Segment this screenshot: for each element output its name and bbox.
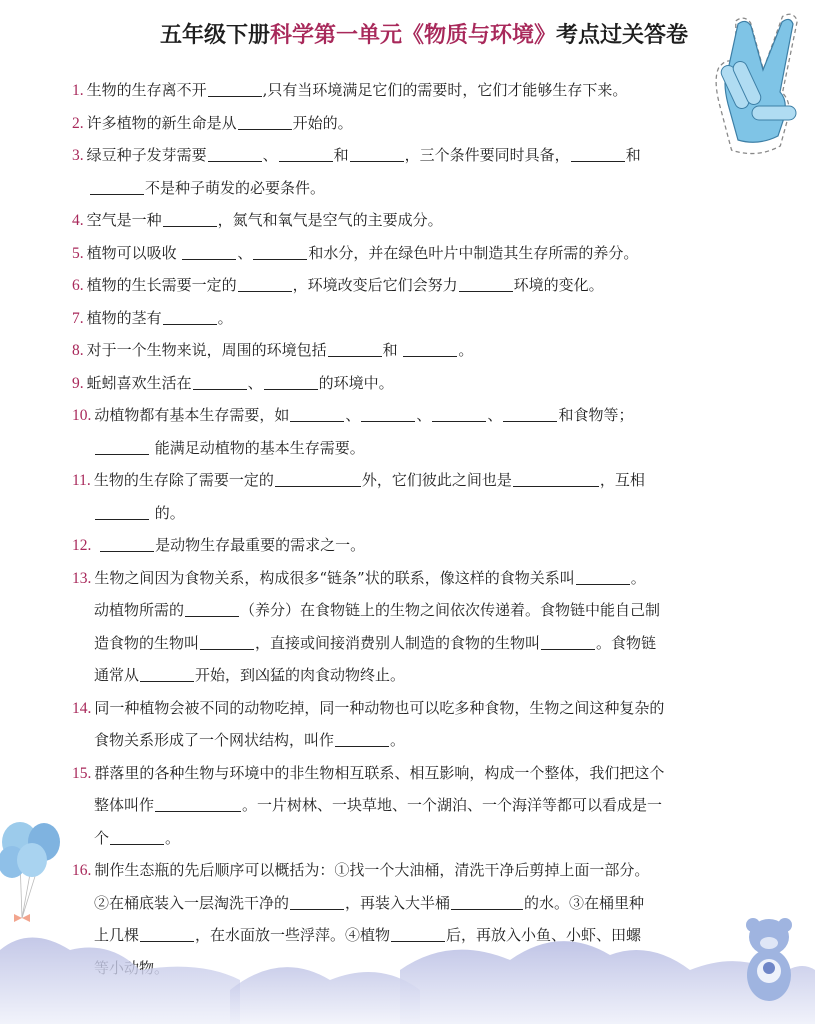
answer-blank[interactable] [451, 893, 523, 910]
answer-blank[interactable] [95, 503, 149, 520]
question-text: ,只有当环境满足它们的需要时，它们才能够生存下来。 [262, 81, 628, 99]
question-number: 1. [72, 82, 84, 99]
worksheet-title [160, 18, 720, 49]
peace-hand-icon [708, 8, 808, 156]
question-text: 整体叫作 [94, 796, 155, 814]
question-text: ，在水面放一些浮萍。④植物 [195, 926, 391, 944]
question-text: 动植物都有基本生存需要，如 [94, 406, 290, 424]
answer-blank[interactable] [576, 568, 630, 585]
question-number: 3. [72, 147, 84, 164]
question-text: 能满足动植物的基本生存需要。 [150, 438, 365, 457]
question-line [72, 269, 712, 302]
answer-blank[interactable] [193, 373, 247, 390]
answer-blank[interactable] [208, 80, 262, 97]
clouds-decoration [0, 930, 815, 1024]
answer-blank[interactable] [290, 893, 344, 910]
answer-blank[interactable] [571, 145, 625, 162]
answer-blank[interactable] [238, 113, 292, 130]
question-line [72, 237, 712, 270]
question-text: 群落里的各种生物与环境中的非生物相互联系、相互影响，构成一个整体，我们把这个 [94, 763, 665, 782]
question-text: 绿豆种子发芽需要 [86, 146, 207, 164]
question-line [72, 432, 712, 465]
question-text: 的水。③在桶里种 [524, 893, 645, 912]
answer-blank[interactable] [238, 275, 292, 292]
question-1 [72, 74, 712, 107]
question-number: 5. [72, 244, 84, 262]
question-line [72, 107, 712, 140]
question-line [72, 172, 712, 205]
question-line [72, 659, 712, 692]
question-text: 、 [345, 406, 361, 424]
answer-blank[interactable] [279, 145, 333, 162]
question-text: 植物可以吸收 [86, 243, 182, 262]
title-suffix: 考点过关答卷 [556, 22, 689, 48]
question-number: 6. [72, 277, 84, 294]
answer-blank[interactable] [459, 275, 513, 292]
answer-blank[interactable] [361, 405, 415, 422]
question-text: 。一片树林、一块草地、一个湖泊、一个海洋等都可以看成是一 [242, 796, 663, 814]
question-9 [72, 367, 712, 400]
question-text: ，直接或间接消费别人制造的食物的生物叫 [255, 633, 541, 652]
question-text: 植物的茎有 [86, 308, 162, 327]
question-number: 8. [72, 342, 84, 359]
question-line [72, 854, 712, 887]
answer-blank[interactable] [182, 243, 236, 260]
question-text: 。 [217, 308, 233, 327]
answer-blank[interactable] [163, 210, 217, 227]
question-line [72, 789, 712, 822]
question-text: 。 [165, 828, 181, 847]
question-text: 制作生态瓶的先后顺序可以概括为：①找一个大油桶，清洗干净后剪掉上面一部分。 [94, 861, 650, 879]
answer-blank[interactable] [90, 178, 144, 195]
question-text: 和水分，并在绿色叶片中制造其生存所需的养分。 [308, 243, 639, 262]
question-text: 植物的生长需要一定的 [86, 276, 237, 294]
question-line [72, 74, 712, 107]
answer-blank[interactable] [503, 405, 557, 422]
question-number: 14. [72, 699, 92, 717]
question-text: 、 [237, 243, 253, 262]
question-text: 生物的生存离不开 [86, 81, 207, 99]
question-list [72, 74, 712, 984]
question-text: 开始的。 [292, 113, 353, 132]
question-line [72, 757, 712, 790]
answer-blank[interactable] [208, 145, 262, 162]
answer-blank[interactable] [95, 438, 149, 455]
answer-blank[interactable] [328, 340, 382, 357]
question-line [72, 594, 712, 627]
question-14 [72, 692, 712, 757]
question-text: 和 [333, 146, 349, 164]
care-bear-icon [735, 905, 805, 1005]
question-text: 造食物的生物叫 [94, 633, 200, 652]
question-5 [72, 237, 712, 270]
answer-blank[interactable] [290, 405, 344, 422]
question-text: ，环境改变后它们会努力 [292, 276, 458, 294]
question-text: 开始，到凶猛的肉食动物终止。 [195, 666, 406, 684]
question-line [72, 887, 712, 920]
question-text: 后，再放入小鱼、小虾、田螺 [446, 926, 642, 944]
question-text: 是动物生存最重要的需求之一。 [155, 536, 366, 554]
question-text: 不是种子萌发的必要条件。 [145, 178, 326, 197]
answer-blank[interactable] [513, 470, 599, 487]
question-line [72, 562, 712, 595]
answer-blank[interactable] [275, 470, 361, 487]
question-line [72, 334, 712, 367]
answer-blank[interactable] [432, 405, 486, 422]
question-number: 11. [72, 472, 91, 489]
question-number: 13. [72, 569, 92, 587]
answer-blank[interactable] [335, 730, 389, 747]
answer-blank[interactable] [100, 535, 154, 552]
question-text [94, 536, 99, 554]
question-line [72, 724, 712, 757]
question-text: 同一种植物会被不同的动物吃掉，同一种动物也可以吃多种食物，生物之间这种复杂的 [94, 698, 665, 717]
question-12 [72, 529, 712, 562]
question-line [72, 497, 712, 530]
question-line [72, 464, 712, 497]
question-line [72, 627, 712, 660]
question-text: ，再装入大半桶 [345, 893, 451, 912]
question-line [72, 692, 712, 725]
question-number: 4. [72, 212, 84, 229]
answer-blank[interactable] [403, 340, 457, 357]
question-text: 的环境中。 [318, 373, 394, 392]
question-text: 。 [630, 568, 646, 587]
question-line [72, 529, 712, 562]
question-text: 。食物链 [596, 633, 657, 652]
question-text: （养分）在食物链上的生物之间依次传递着。食物链中能自己制 [240, 601, 661, 619]
question-number: 10. [72, 407, 92, 424]
answer-blank[interactable] [163, 308, 217, 325]
question-text: 和食物等； [558, 406, 634, 424]
answer-blank[interactable] [155, 795, 241, 812]
answer-blank[interactable] [185, 600, 239, 617]
question-text: 蚯蚓喜欢生活在 [86, 373, 192, 392]
question-text: ，氮气和氧气是空气的主要成分。 [217, 211, 443, 229]
answer-blank[interactable] [350, 145, 404, 162]
question-13 [72, 562, 712, 692]
question-text: 、 [262, 146, 278, 164]
question-8 [72, 334, 712, 367]
question-line [72, 822, 712, 855]
question-number: 2. [72, 114, 84, 132]
question-text: 上几棵 [94, 926, 140, 944]
question-text: 对于一个生物来说，周围的环境包括 [86, 341, 327, 359]
question-text: 生物的生存除了需要一定的 [93, 471, 274, 489]
answer-blank[interactable] [110, 828, 164, 845]
question-text: 的。 [150, 503, 185, 522]
question-text: 食物关系形成了一个网状结构，叫作 [94, 731, 335, 749]
question-line [72, 367, 712, 400]
question-15 [72, 757, 712, 855]
title-subject: 科学第一单元《物质与环境》 [270, 22, 557, 48]
question-text: 和 [625, 146, 641, 164]
question-7 [72, 302, 712, 335]
answer-blank[interactable] [140, 665, 194, 682]
question-text: 通常从 [94, 666, 140, 684]
question-line [72, 139, 712, 172]
question-number: 12. [72, 537, 92, 554]
question-number: 7. [72, 309, 84, 327]
question-text: 空气是一种 [86, 211, 162, 229]
question-number: 16. [72, 862, 92, 879]
question-text: ，互相 [599, 471, 645, 489]
question-number: 9. [72, 374, 84, 392]
answer-blank[interactable] [541, 633, 595, 650]
question-10 [72, 399, 712, 464]
question-text: 动植物所需的 [94, 601, 185, 619]
answer-blank[interactable] [200, 633, 254, 650]
question-text: 、 [416, 406, 432, 424]
question-text: 生物之间因为食物关系，构成很多“链条”状的联系，像这样的食物关系叫 [94, 568, 575, 587]
question-3 [72, 139, 712, 204]
question-line [72, 302, 712, 335]
question-11 [72, 464, 712, 529]
question-text: ②在桶底装入一层淘洗干净的 [94, 893, 290, 912]
question-text: 个 [94, 828, 110, 847]
question-4 [72, 204, 712, 237]
question-text: ，三个条件要同时具备， [404, 146, 570, 164]
question-text: 。 [390, 731, 406, 749]
question-6 [72, 269, 712, 302]
answer-blank[interactable] [253, 243, 307, 260]
title-grade: 五年级下册 [160, 22, 271, 48]
question-text: 外，它们彼此之间也是 [361, 471, 512, 489]
question-text: 和 [382, 341, 403, 359]
balloons-icon [0, 818, 70, 938]
question-number: 15. [72, 764, 92, 782]
question-line [72, 204, 712, 237]
question-text: 、 [247, 373, 263, 392]
question-text: 、 [487, 406, 503, 424]
question-2 [72, 107, 712, 140]
question-text: 许多植物的新生命是从 [86, 113, 237, 132]
question-text: 。 [458, 341, 474, 359]
answer-blank[interactable] [264, 373, 318, 390]
question-text: 环境的变化。 [513, 276, 604, 294]
question-line [72, 399, 712, 432]
